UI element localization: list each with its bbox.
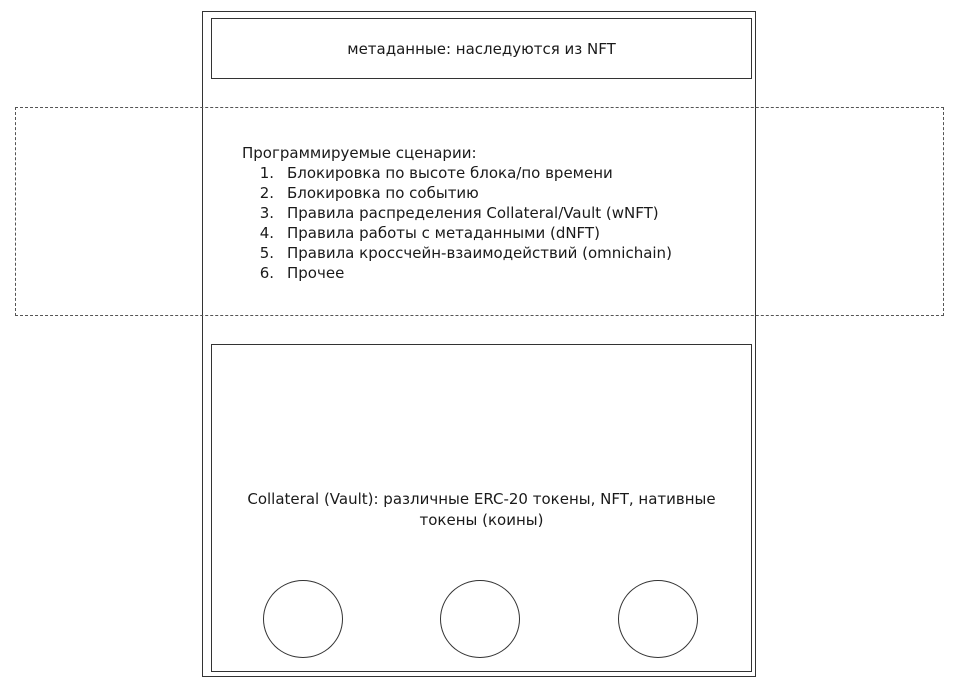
scenario-label: Правила распределения Collateral/Vault (wNFT) [287, 204, 659, 222]
collateral-vault-box [211, 344, 752, 672]
coin-circle [263, 580, 343, 658]
scenario-item [242, 203, 672, 223]
scenario-item [242, 163, 672, 183]
scenario-number: 1. [259, 164, 274, 182]
scenario-item [242, 183, 672, 203]
scenario-number: 3. [259, 204, 274, 222]
vault-description-line-2: токены (коины) [419, 511, 544, 529]
scenario-label: Блокировка по событию [287, 184, 479, 202]
scenario-list [242, 163, 672, 283]
scenario-label: Правила кроссчейн-взаимодействий (omnichain) [287, 244, 672, 262]
vault-description [232, 489, 731, 531]
programmable-scenarios [242, 143, 672, 283]
scenario-number: 4. [259, 224, 274, 242]
metadata-box [211, 18, 752, 79]
scenario-item [242, 243, 672, 263]
scenario-label: Блокировка по высоте блока/по времени [287, 164, 613, 182]
coin-circle [618, 580, 698, 658]
scenarios-title: Программируемые сценарии: [242, 144, 477, 162]
scenario-number: 5. [259, 244, 274, 262]
vault-description-line-1: Collateral (Vault): различные ERC-20 токены, NFT, нативные [247, 490, 716, 508]
scenario-item [242, 263, 672, 283]
scenario-number: 2. [259, 184, 274, 202]
scenario-label: Прочее [287, 264, 345, 282]
scenario-item [242, 223, 672, 243]
scenario-label: Правила работы с метаданными (dNFT) [287, 224, 600, 242]
coin-circle [440, 580, 520, 658]
scenario-number: 6. [259, 264, 274, 282]
metadata-label: метаданные: наследуются из NFT [347, 39, 616, 58]
